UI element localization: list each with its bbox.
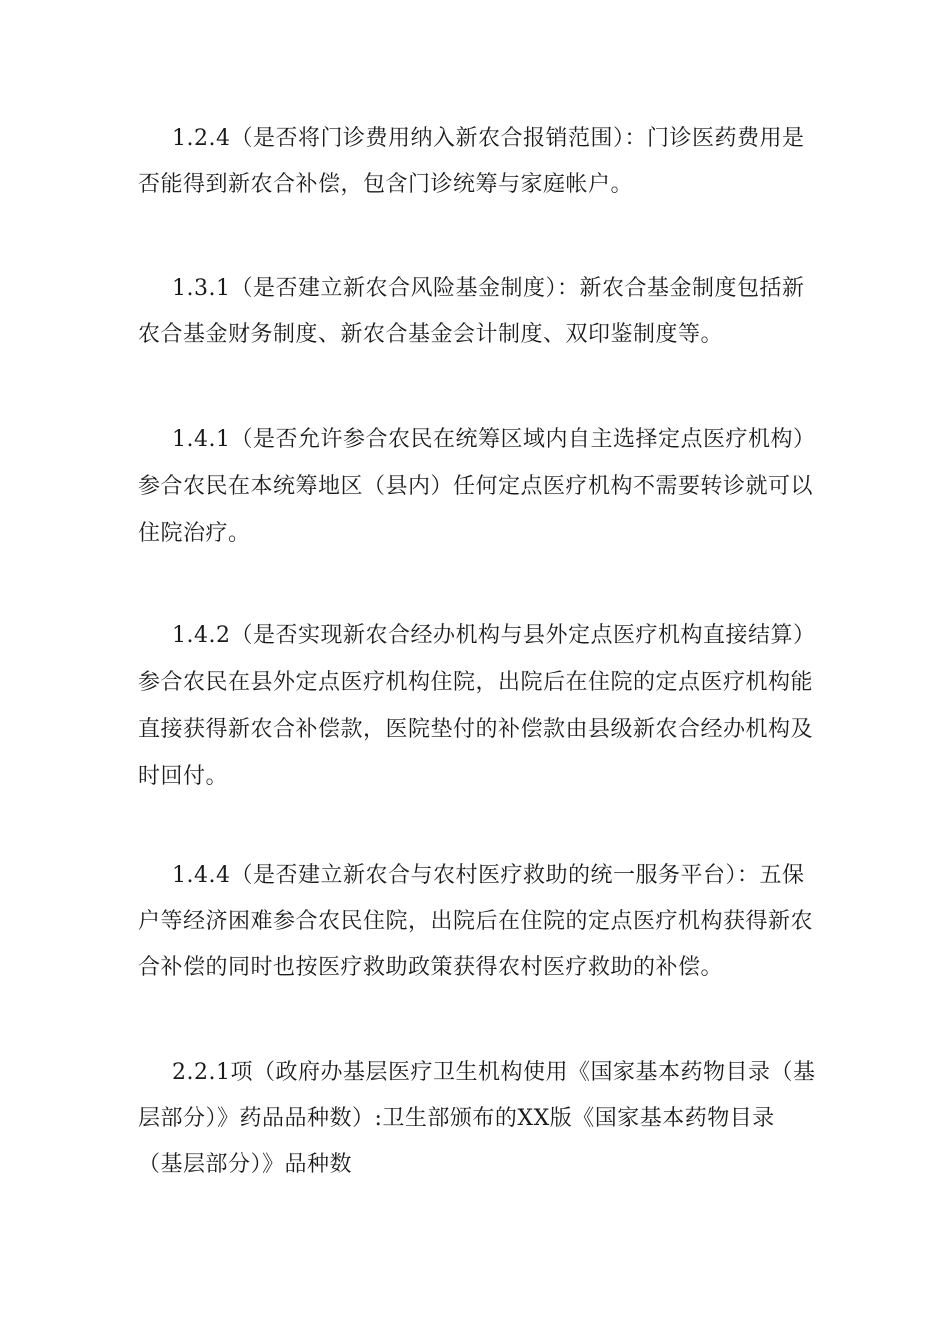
paragraph-1-4-4: 1.4.4（是否建立新农合与农村医疗救助的统一服务平台）：五保户等经济困难参合农民住院，出院后在住院的定点医疗机构获得新农合补偿的同时也按医疗救助政策获得农村医疗救助的补偿。 [138,863,814,980]
paragraph-1-2-4: 1.2.4（是否将门诊费用纳入新农合报销范围）：门诊医药费用是否能得到新农合补偿，包含门诊统筹与家庭帐户。 [138,126,805,197]
paragraph-1-4-1: 1.4.1（是否允许参合农民在统筹区域内自主选择定点医疗机构）参合农民在本统筹地区（县内）任何定点医疗机构不需要转诊就可以住院治疗。 [138,427,816,546]
paragraph-2-2-1: 2.2.1项（政府办基层医疗卫生机构使用《国家基本药物目录（基层部分）》药品品种数）:卫生部颁布的XX版《国家基本药物目录（基层部分）》品种数 [138,1060,816,1177]
paragraph-1-4-2: 1.4.2（是否实现新农合经办机构与县外定点医疗机构直接结算）参合农民在县外定点医疗机构住院，出院后在住院的定点医疗机构能直接获得新农合补偿款，医院垫付的补偿款由县级新农合经办机构及时回付。 [138,623,816,789]
paragraph-1-3-1: 1.3.1（是否建立新农合风险基金制度）：新农合基金制度包括新农合基金财务制度、新农合基金会计制度、双印鉴制度等。 [138,276,805,347]
